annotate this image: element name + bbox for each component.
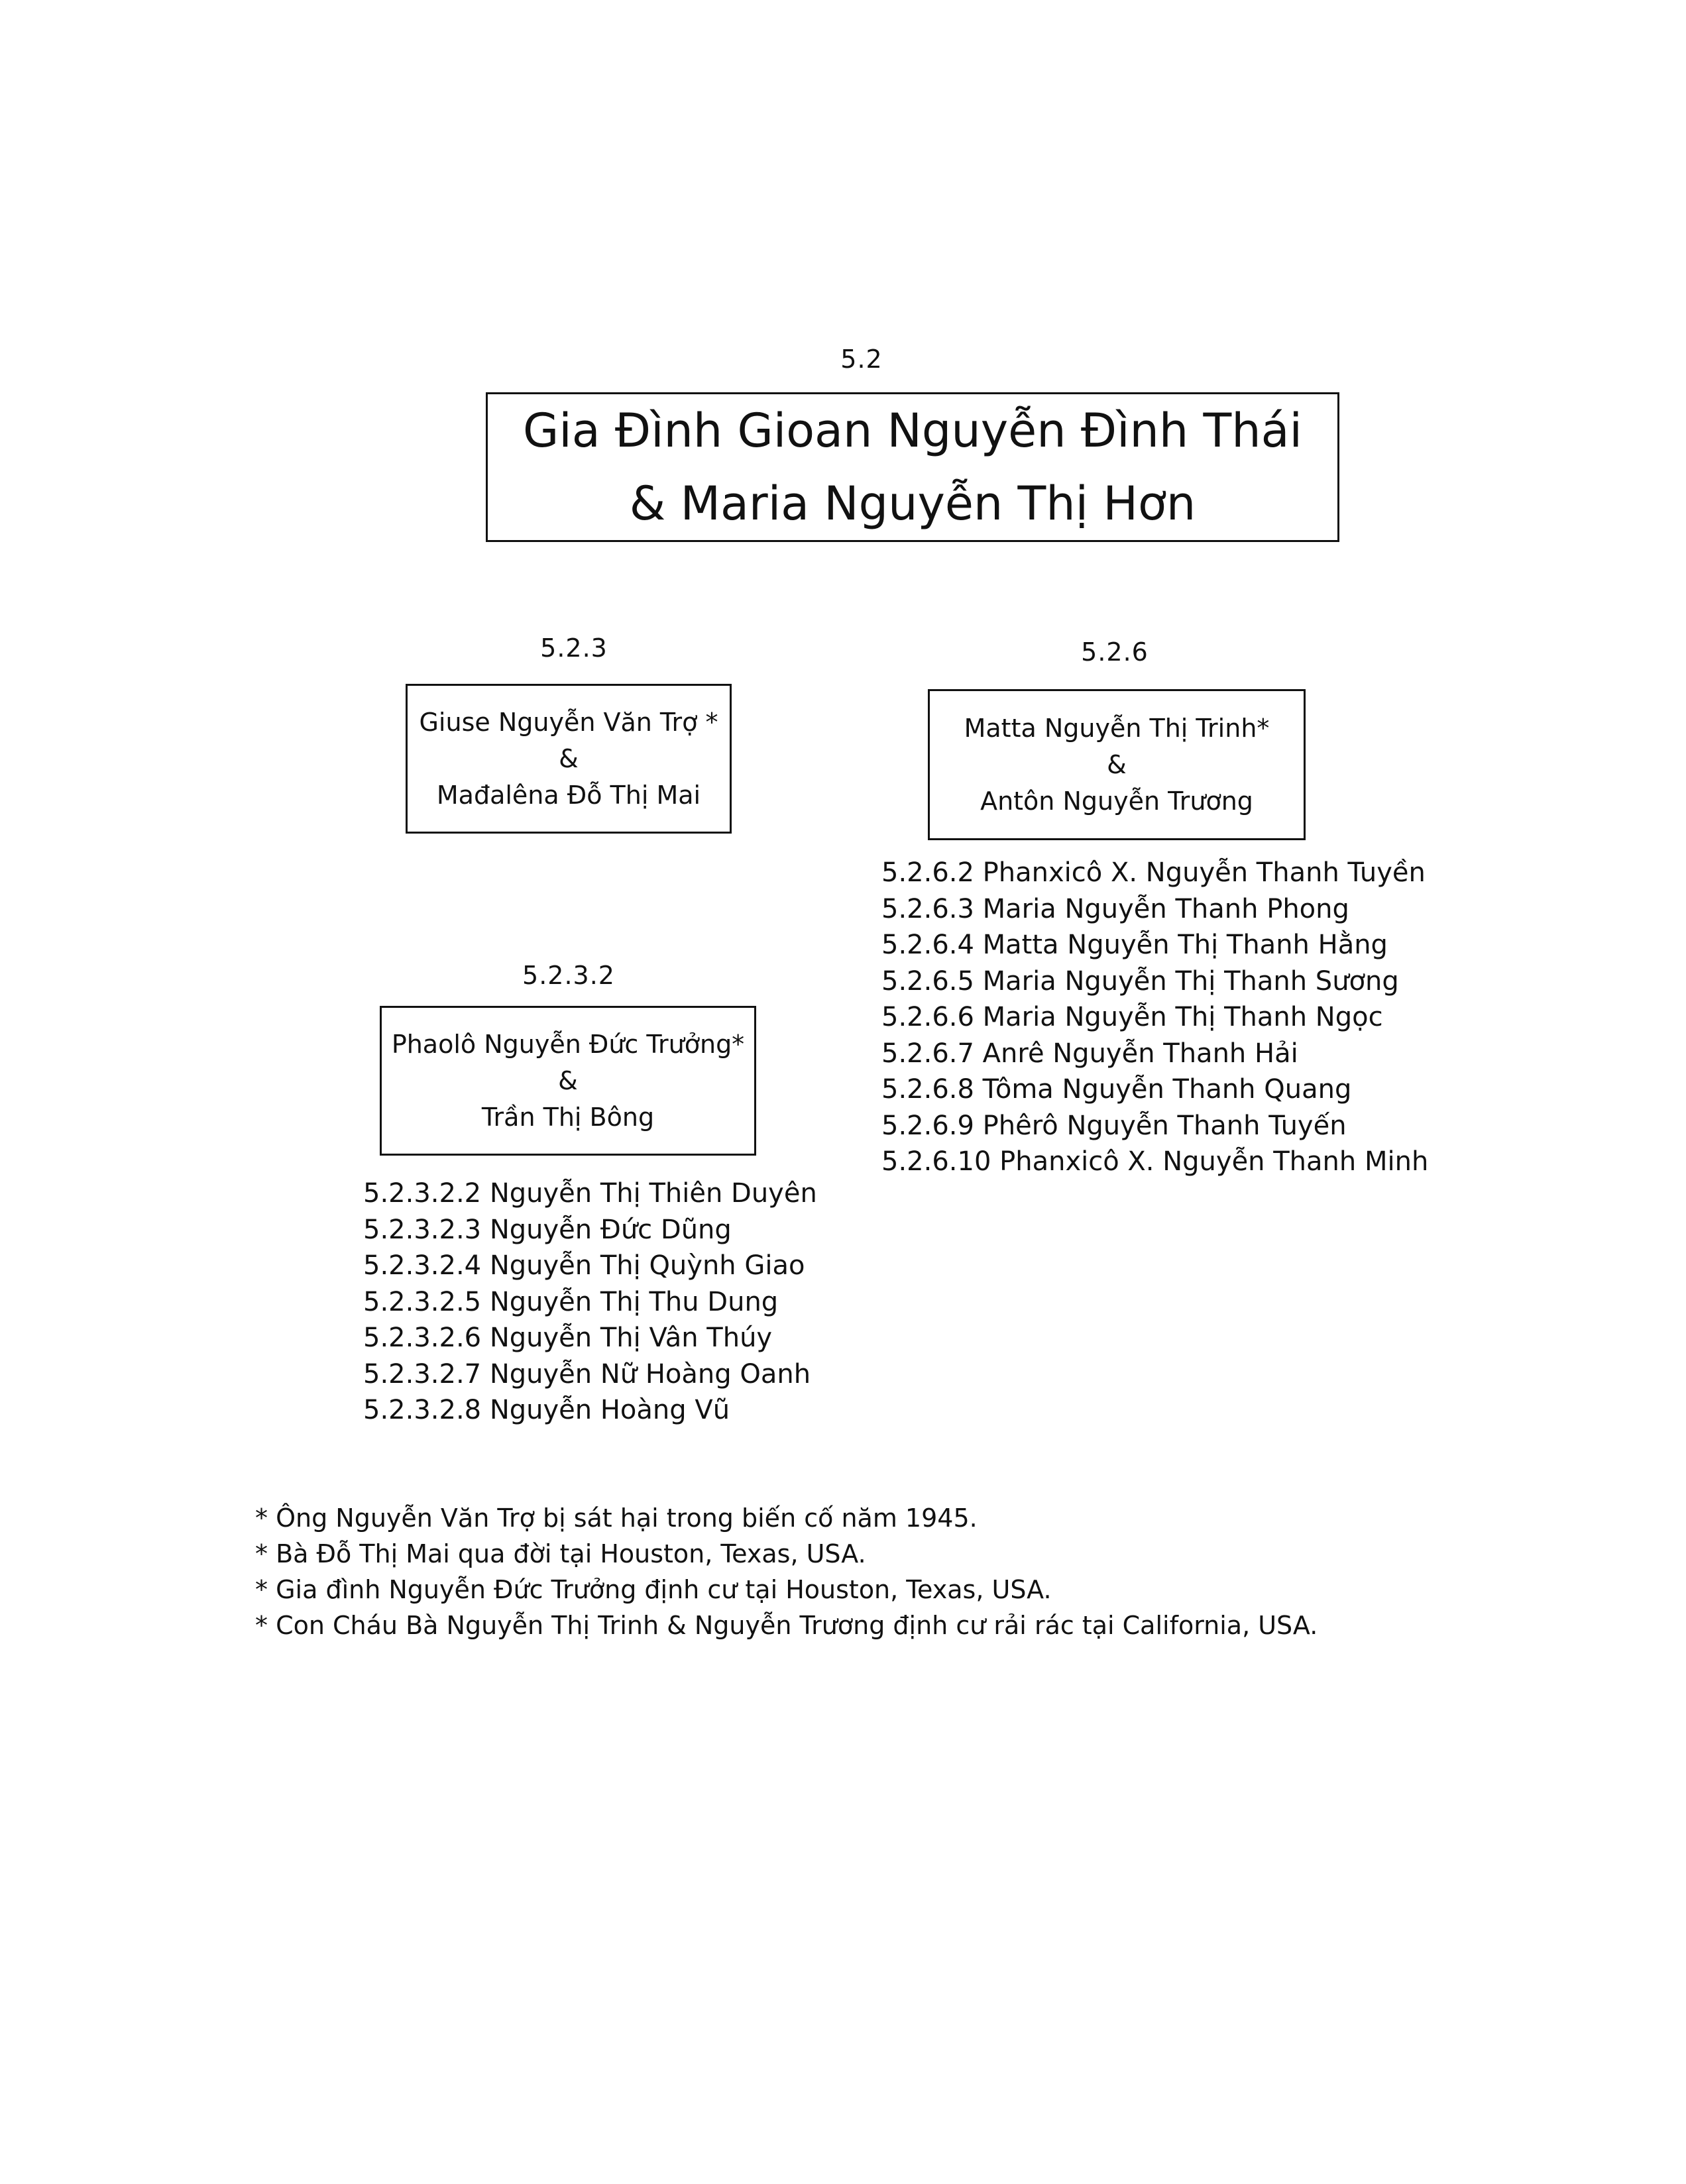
footnote: * Ông Nguyễn Văn Trợ bị sát hại trong biến cố năm 1945. (255, 1503, 978, 1533)
list-item: 5.2.3.2.7 Nguyễn Nữ Hoàng Oanh (363, 1358, 811, 1390)
list-item: 5.2.6.7 Anrê Nguyễn Thanh Hải (881, 1038, 1298, 1069)
branch-526-number: 5.2.6 (1081, 637, 1149, 667)
footnote: * Gia đình Nguyễn Đức Trưởng định cư tại Houston, Texas, USA. (255, 1575, 1052, 1604)
branch-526-ampersand: & (1107, 749, 1127, 779)
branch-526-husband: Antôn Nguyễn Trương (980, 786, 1253, 816)
list-item: 5.2.6.2 Phanxicô X. Nguyễn Thanh Tuyền (881, 857, 1426, 888)
list-item: 5.2.6.8 Tôma Nguyễn Thanh Quang (881, 1074, 1352, 1105)
main-family-number: 5.2 (840, 345, 883, 374)
branch-523-wife: Mađalêna Đỗ Thị Mai (436, 780, 701, 810)
list-item: 5.2.3.2.3 Nguyễn Đức Dũng (363, 1214, 732, 1245)
list-item: 5.2.6.9 Phêrô Nguyễn Thanh Tuyến (881, 1110, 1347, 1141)
list-item: 5.2.3.2.4 Nguyễn Thị Quỳnh Giao (363, 1250, 805, 1281)
list-item: 5.2.3.2.5 Nguyễn Thị Thu Dung (363, 1286, 779, 1317)
list-item: 5.2.6.4 Matta Nguyễn Thị Thanh Hằng (881, 930, 1388, 960)
branch-5232-wife: Trần Thị Bông (481, 1102, 655, 1132)
list-item: 5.2.3.2.8 Nguyễn Hoàng Vũ (363, 1395, 730, 1425)
footnote: * Con Cháu Bà Nguyễn Thị Trinh & Nguyễn Trương định cư rải rác tại California, USA. (255, 1611, 1318, 1640)
list-item: 5.2.6.10 Phanxicô X. Nguyễn Thanh Minh (881, 1146, 1429, 1177)
list-item: 5.2.6.5 Maria Nguyễn Thị Thanh Sương (881, 965, 1399, 997)
branch-523-number: 5.2.3 (540, 633, 608, 663)
branch-5232-husband: Phaolô Nguyễn Đức Trưởng* (391, 1029, 745, 1059)
main-family-box (486, 392, 1339, 542)
main-family-title-line1: Gia Đình Gioan Nguyễn Đình Thái (523, 404, 1302, 458)
list-item: 5.2.6.3 Maria Nguyễn Thanh Phong (881, 893, 1349, 924)
branch-523-husband: Giuse Nguyễn Văn Trợ * (419, 707, 718, 737)
main-family-title-line2: & Maria Nguyễn Thị Hơn (629, 476, 1196, 531)
branch-5232-ampersand: & (558, 1065, 578, 1095)
branch-5232-number: 5.2.3.2 (522, 961, 615, 990)
list-item: 5.2.3.2.6 Nguyễn Thị Vân Thúy (363, 1323, 773, 1353)
footnotes (255, 1500, 1318, 1643)
branch-526-wife: Matta Nguyễn Thị Trinh* (964, 713, 1270, 743)
branch-526-children-list (881, 855, 1428, 1180)
branch-523-box (406, 684, 732, 834)
list-item: 5.2.6.6 Maria Nguyễn Thị Thanh Ngọc (881, 1002, 1383, 1032)
branch-526-box (928, 689, 1306, 840)
footnote: * Bà Đỗ Thị Mai qua đời tại Houston, Texas, USA. (255, 1539, 866, 1568)
branch-5232-children-list (363, 1175, 817, 1429)
list-item: 5.2.3.2.2 Nguyễn Thị Thiên Duyên (363, 1178, 817, 1209)
branch-5232-box (380, 1006, 756, 1156)
branch-523-ampersand: & (559, 743, 579, 773)
